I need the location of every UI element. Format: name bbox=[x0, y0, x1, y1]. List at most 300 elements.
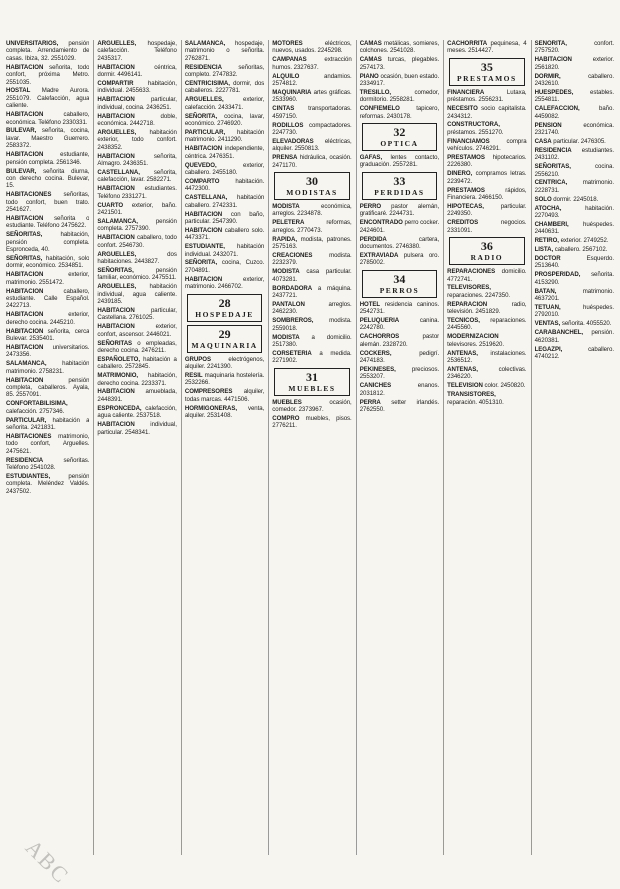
ad-body: a domicilio. 2517380. bbox=[272, 333, 352, 348]
ad-heading: MOTORES bbox=[272, 40, 303, 47]
column-2 bbox=[93, 40, 176, 855]
classified-ad bbox=[447, 203, 526, 218]
ad-heading: COMPARTO bbox=[184, 177, 220, 185]
classified-page bbox=[6, 40, 614, 855]
ad-heading: CENTRICA, bbox=[534, 179, 568, 187]
classified-ad bbox=[535, 73, 614, 88]
ad-body: calefacción. 2757346. bbox=[6, 407, 65, 415]
ad-body: modista, patrones. 2575163. bbox=[272, 235, 352, 251]
ad-heading: HABITACION bbox=[6, 287, 44, 295]
classified-ad bbox=[447, 219, 526, 234]
classified-ad bbox=[272, 89, 351, 104]
classified-ad bbox=[535, 122, 614, 137]
classified-ad bbox=[6, 64, 89, 86]
ad-heading: MODISTA bbox=[272, 268, 300, 276]
ad-body: andamios. 2574812. bbox=[272, 72, 352, 88]
ad-body: pedigrí. 2474183. bbox=[359, 349, 440, 364]
ad-body: socio capitalista. 2434312. bbox=[447, 105, 527, 120]
classified-ad bbox=[535, 196, 614, 203]
ad-heading: ANTENAS, bbox=[447, 366, 478, 373]
section-title: MODISTAS bbox=[286, 188, 338, 197]
ad-heading: HUESPEDES, bbox=[534, 88, 574, 96]
classified-ad bbox=[272, 399, 351, 414]
classified-ad bbox=[360, 317, 439, 332]
ad-body: universitarios. 2473356. bbox=[6, 343, 90, 359]
classified-ad bbox=[6, 360, 89, 375]
ad-body: negocios. 2331091. bbox=[447, 219, 527, 234]
section-number: 34 bbox=[393, 271, 406, 286]
section-title: PRESTAMOS bbox=[457, 73, 517, 83]
ad-body: a máquina. 2437721. bbox=[272, 284, 352, 299]
ad-heading: TELEVISORES, bbox=[447, 284, 491, 292]
ad-body: metálicas, somieres, colchones. 2541028. bbox=[359, 40, 440, 55]
classified-ad bbox=[535, 221, 614, 236]
ad-heading: CALEFACCION, bbox=[534, 105, 580, 113]
classified-ad bbox=[97, 307, 176, 322]
classified-ad bbox=[185, 211, 264, 226]
ad-body: perro cocker. 2424601. bbox=[359, 219, 440, 234]
classified-ad bbox=[97, 169, 176, 184]
ad-body: pensión familiar, económico. 2475511. bbox=[97, 266, 177, 282]
ad-heading: SEÑORITAS bbox=[97, 339, 133, 347]
ad-body: lentes contacto, graduación. 2557281. bbox=[359, 154, 440, 169]
ad-heading: GRUPOS bbox=[184, 355, 211, 363]
ad-body: independiente, céntrica. 2476351. bbox=[184, 145, 265, 160]
classified-ad bbox=[360, 333, 439, 348]
classified-ad bbox=[535, 105, 614, 120]
ad-heading: SEÑORITAS, bbox=[534, 163, 571, 171]
ad-heading: NECESITO bbox=[447, 105, 478, 113]
ad-body: cocina, lavar, económico. 2746920. bbox=[184, 112, 265, 128]
ad-body: céntrica, dormir. 4496141. bbox=[97, 63, 177, 79]
ad-body: confort. 2757520. bbox=[534, 40, 614, 55]
ad-body: hidráulica, ocasión. 2471170. bbox=[272, 154, 352, 169]
ad-heading: RESIL bbox=[184, 371, 203, 379]
classified-ad bbox=[535, 163, 614, 178]
ad-body: señorita, cerca Bulevar. 2535401. bbox=[6, 327, 90, 343]
classified-ad bbox=[185, 405, 264, 420]
ad-heading: SEÑORITAS, bbox=[97, 266, 134, 274]
section-number: 32 bbox=[393, 125, 406, 140]
ad-heading: RAPIDA, bbox=[272, 235, 297, 243]
classified-ad bbox=[535, 320, 614, 327]
ad-body: calefacción, agua caliente. 2537518. bbox=[97, 404, 177, 420]
ad-heading: PROSPERIDAD, bbox=[534, 271, 581, 279]
ad-heading: HABITACION bbox=[184, 226, 223, 234]
section-title: PERROS bbox=[379, 285, 420, 295]
ad-body: alquiler, todas marcas. 4471506. bbox=[184, 388, 265, 403]
classified-ad bbox=[6, 473, 89, 495]
ad-heading: PENSION bbox=[534, 121, 562, 129]
ad-heading: ARGUELLES, bbox=[184, 96, 224, 104]
ad-heading: HORMIGONERAS, bbox=[184, 404, 238, 412]
ad-body: señoritas, todo confort, buen trato. 2541627. bbox=[6, 191, 90, 214]
section-title: PERDIDAS bbox=[374, 187, 425, 197]
ad-heading: RODILLOS bbox=[272, 121, 304, 129]
classified-ad bbox=[535, 304, 614, 319]
ad-body: Esquerdo. 2513640. bbox=[534, 255, 614, 270]
ad-body: color. 2450820. bbox=[484, 382, 526, 390]
ad-body: señorita, Almagro. 2436351. bbox=[97, 152, 177, 168]
ad-heading: HABITACION bbox=[6, 311, 44, 319]
ad-body: habitación a señorita. 2421831. bbox=[6, 416, 90, 431]
column-5 bbox=[356, 40, 439, 855]
ad-body: exterior, derecho cocina. 2445210. bbox=[6, 311, 90, 326]
classified-ad bbox=[185, 80, 264, 95]
section-title: MAQUINARIA bbox=[191, 340, 258, 350]
classified-ad bbox=[447, 154, 526, 169]
classified-ad bbox=[272, 236, 351, 251]
ad-body: hospedaje, calefacción. Teléfono 2435317. bbox=[97, 40, 177, 62]
ad-body: cocina, Cuzco. 2704891. bbox=[184, 259, 265, 274]
classified-ad bbox=[6, 344, 89, 359]
classified-ad bbox=[535, 288, 614, 303]
ad-heading: PEKINESES, bbox=[359, 365, 396, 373]
ad-body: ocasión, buen estado. 2334917. bbox=[359, 72, 440, 88]
ad-heading: TETUAN, bbox=[534, 304, 561, 311]
classified-ad bbox=[6, 111, 89, 126]
ad-heading: PARTICULAR, bbox=[6, 416, 47, 424]
classified-ad bbox=[97, 388, 176, 403]
ad-heading: SEÑORITA, bbox=[184, 112, 218, 120]
ad-body: matrimonio, todo confort, Arguelles. 2475621. bbox=[6, 432, 90, 455]
ad-body: modista. 2559018. bbox=[272, 317, 352, 332]
ad-heading: SOMBREROS, bbox=[272, 317, 314, 325]
classified-ad bbox=[185, 388, 264, 403]
ad-body: señorita. 4055520. bbox=[561, 320, 612, 328]
section-number: 31 bbox=[305, 369, 318, 384]
ad-heading: HOTEL bbox=[359, 300, 381, 308]
ad-heading: FINANCIERA bbox=[447, 88, 485, 96]
ad-heading: GAFAS, bbox=[359, 154, 383, 162]
ad-heading: CENTRICISIMA, bbox=[184, 80, 230, 88]
column-1 bbox=[6, 40, 89, 855]
ad-heading: QUEVEDO, bbox=[184, 161, 217, 169]
classified-ad bbox=[185, 113, 264, 128]
ad-heading: HABITACION bbox=[6, 271, 44, 279]
ad-body: señoritas, completo. 2747832. bbox=[184, 63, 265, 79]
ad-body: exterior. 2561820. bbox=[534, 56, 614, 71]
ad-body: compactadores. 2247730. bbox=[272, 121, 352, 136]
classified-ad bbox=[535, 89, 614, 104]
ad-body: dormir. 2245018. bbox=[553, 195, 599, 203]
classified-ad bbox=[447, 138, 526, 153]
ad-heading: RESIDENCIA bbox=[6, 456, 44, 464]
classified-ad bbox=[360, 203, 439, 218]
ad-body: muebles, pisos. 2776211. bbox=[272, 414, 352, 430]
ad-heading: MUEBLES bbox=[272, 398, 302, 406]
classified-ad bbox=[360, 73, 439, 88]
classified-ad bbox=[447, 350, 526, 365]
ad-body: caballero. 2567102. bbox=[554, 246, 608, 254]
ad-heading: CAMPANAS bbox=[272, 56, 307, 64]
classified-ad bbox=[360, 105, 439, 120]
ad-body: matrimonio. 2228731. bbox=[534, 179, 614, 194]
ad-body: turcas, plegables. 2574173. bbox=[359, 56, 440, 71]
classified-ad bbox=[185, 64, 264, 79]
classified-ad bbox=[6, 255, 89, 270]
ad-heading: BORDADORA bbox=[272, 284, 313, 292]
section-header-box bbox=[449, 58, 524, 86]
ad-heading: COMPRO bbox=[272, 414, 300, 422]
section-header-box bbox=[449, 237, 524, 265]
classified-ad bbox=[447, 268, 526, 283]
classified-ad bbox=[6, 457, 89, 472]
ad-body: modista. 2232379. bbox=[272, 251, 352, 267]
ad-body: pensión completa. Arrendamiento de casas. Ibiza, 32. 2551029. bbox=[6, 40, 90, 62]
ad-body: reformas, arreglos. 2770473. bbox=[272, 219, 352, 234]
ad-heading: ARGUELLES, bbox=[97, 40, 137, 47]
ad-body: residencia caninos. 2542731. bbox=[359, 300, 440, 316]
classified-ad bbox=[185, 356, 264, 371]
classified-ad bbox=[447, 391, 526, 406]
ad-heading: SEÑORITA, bbox=[184, 259, 218, 267]
ad-body: habitación matrimonio. 2411290. bbox=[184, 128, 265, 144]
ad-heading: HABITACIONES bbox=[6, 191, 52, 199]
ad-heading: ENCONTRADO bbox=[359, 219, 403, 227]
section-title: HOSPEDAJE bbox=[195, 309, 254, 319]
column-3 bbox=[181, 40, 264, 855]
ad-body: caballero. 2432610. bbox=[534, 72, 614, 88]
classified-ad bbox=[447, 187, 526, 202]
classified-ad bbox=[360, 40, 439, 55]
ad-heading: PRESTAMOS bbox=[447, 186, 485, 194]
classified-ad bbox=[447, 89, 526, 104]
ad-heading: ARGUELLES, bbox=[97, 283, 137, 291]
classified-ad bbox=[6, 433, 89, 455]
classified-ad bbox=[447, 284, 526, 299]
ad-body: radio, televisión. 2451829. bbox=[447, 300, 527, 316]
classified-ad bbox=[6, 328, 89, 343]
ad-body: pastor alemán, gratificaré. 2244731. bbox=[359, 202, 440, 218]
classified-ad bbox=[185, 178, 264, 193]
classified-ad bbox=[360, 252, 439, 267]
ad-body: amueblada, 2448391. bbox=[97, 388, 177, 403]
ad-heading: RESIDENCIA bbox=[184, 63, 222, 71]
ad-body: comedor, dormitorio. 2558281. bbox=[359, 88, 440, 104]
classified-ad bbox=[535, 246, 614, 253]
classified-ad bbox=[535, 237, 614, 244]
ad-heading: ARGUELLES, bbox=[97, 128, 137, 136]
ad-heading: SEÑORITAS, bbox=[6, 254, 43, 262]
ad-body: Madre Aurora. 2551079. Calefacción, agua caliente. bbox=[6, 87, 90, 110]
ad-heading: CREDITOS bbox=[447, 219, 479, 227]
ad-heading: HABITACION bbox=[97, 63, 135, 71]
classified-ad bbox=[185, 194, 264, 209]
classified-ad bbox=[360, 236, 439, 251]
ad-heading: DORMIR, bbox=[534, 72, 561, 80]
ad-body: televisores. 2519620. bbox=[447, 340, 505, 348]
ad-heading: HABITACION bbox=[97, 388, 135, 396]
ad-heading: CHAMBERI, bbox=[534, 220, 569, 228]
ad-body: habitación, pensión completa. Espronceda, 40. bbox=[6, 231, 90, 254]
classified-ad bbox=[97, 283, 176, 305]
ad-heading: LEGAZPI, bbox=[534, 345, 563, 353]
ad-heading: MAQUINARIA bbox=[272, 88, 312, 96]
section-header-box bbox=[187, 325, 262, 353]
ad-heading: ATOCHA, bbox=[534, 204, 562, 212]
ad-body: habitación exterior, todo confort. 2438352. bbox=[97, 128, 177, 151]
ad-body: rápidos, Financiera. 2466150. bbox=[447, 186, 527, 202]
ad-body: eléctricas, alquiler. 2550813. bbox=[272, 137, 352, 153]
ad-body: domicilio. 4772741. bbox=[447, 268, 527, 283]
ad-body: preciosos. 2553207. bbox=[359, 365, 440, 381]
ad-heading: UNIVERSITARIOS, bbox=[6, 40, 59, 47]
classified-ad bbox=[185, 276, 264, 291]
classified-ad bbox=[185, 96, 264, 111]
ad-heading: CINTAS bbox=[272, 105, 295, 113]
classified-ad bbox=[447, 382, 526, 389]
ad-body: doble, económica. 2442718. bbox=[97, 112, 177, 128]
ad-heading: MODISTA bbox=[272, 333, 300, 341]
ad-heading: ESTUDIANTES, bbox=[6, 472, 51, 480]
classified-ad bbox=[535, 271, 614, 286]
ad-body: caballero, económica. Teléfono 2330331. bbox=[6, 111, 90, 126]
classified-ad bbox=[97, 421, 176, 436]
ad-heading: VENTAS, bbox=[534, 320, 561, 328]
classified-ad bbox=[97, 153, 176, 168]
classified-ad bbox=[447, 366, 526, 381]
ad-body: señorita, cocina, lavar. Maestro Guerrero. 2583372. bbox=[6, 127, 90, 150]
ad-heading: HOSTAL bbox=[6, 87, 31, 95]
ad-body: colectivas. 2346220. bbox=[447, 366, 527, 381]
classified-ad bbox=[360, 154, 439, 169]
section-header-box bbox=[187, 294, 262, 322]
ad-body: cocina. 2556210. bbox=[534, 163, 614, 178]
ad-body: instalaciones. 2536512. bbox=[447, 349, 527, 365]
classified-ad bbox=[6, 151, 89, 166]
column-4 bbox=[268, 40, 351, 855]
section-header-box bbox=[362, 270, 437, 298]
classified-ad bbox=[272, 350, 351, 365]
ad-body: compramos letras. 2239472. bbox=[447, 170, 527, 185]
ad-heading: HABITACION bbox=[6, 111, 44, 119]
ad-heading: HABITACION bbox=[534, 56, 572, 64]
classified-ad bbox=[97, 372, 176, 387]
ad-heading: HABITACIONES bbox=[6, 432, 52, 440]
ad-body: señorita, todo confort, próxima Metro. 2551035. bbox=[6, 63, 90, 86]
ad-body: reparaciones. 2445560. bbox=[447, 317, 527, 332]
classified-ad bbox=[185, 129, 264, 144]
ad-body: pensión completa, caballeros. Ayala, 85. 2557091. bbox=[6, 376, 90, 399]
ad-body: venta, alquiler. 2531408. bbox=[184, 404, 265, 419]
classified-ad bbox=[447, 170, 526, 185]
classified-ad bbox=[272, 203, 351, 218]
ad-heading: HABITACION bbox=[6, 343, 44, 351]
ad-heading: EXTRAVIADA bbox=[359, 251, 399, 259]
section-number: 28 bbox=[218, 295, 231, 310]
ad-body: habitación matrimonio. 2758231. bbox=[6, 360, 90, 375]
ad-body: señoritas. Teléfono 2541028. bbox=[6, 456, 90, 472]
ad-heading: CACHORRITA bbox=[447, 40, 488, 47]
ad-body: dos habitaciones. 2443827. bbox=[97, 250, 177, 265]
classified-ad bbox=[97, 185, 176, 200]
classified-ad bbox=[97, 405, 176, 420]
ad-body: casa particular. 4073281. bbox=[272, 268, 352, 283]
section-number: 36 bbox=[480, 239, 493, 254]
section-header-box bbox=[362, 172, 437, 200]
section-number: 30 bbox=[305, 174, 318, 188]
ad-heading: PERDIDA bbox=[359, 235, 387, 243]
ad-heading: PERRO bbox=[359, 202, 382, 210]
classified-ad bbox=[185, 40, 264, 62]
ad-body: estudiantes. Teléfono 2331271. bbox=[97, 185, 177, 200]
ad-body: económica. 2321740. bbox=[534, 121, 614, 136]
classified-ad bbox=[97, 267, 176, 282]
classified-ad bbox=[447, 40, 526, 55]
ad-heading: HABITACION bbox=[97, 96, 135, 104]
ad-body: pastor alemán. 2328720. bbox=[359, 333, 440, 348]
ad-heading: BULEVAR, bbox=[6, 127, 37, 135]
ad-heading: TRESILLO, bbox=[359, 88, 392, 96]
classified-ad bbox=[535, 205, 614, 220]
classified-ad bbox=[6, 288, 89, 310]
section-header-box bbox=[274, 368, 349, 396]
section-title: OPTICA bbox=[380, 139, 419, 149]
classified-ad bbox=[447, 333, 526, 348]
ad-heading: PIANO bbox=[359, 72, 379, 80]
ad-heading: RESIDENCIA bbox=[534, 146, 572, 154]
ad-heading: HABITACION bbox=[97, 185, 135, 193]
ad-body: particular, individual, cocina. 2436251. bbox=[97, 96, 177, 111]
ad-heading: CANICHES bbox=[359, 382, 392, 390]
ad-heading: CUARTO bbox=[97, 201, 124, 209]
ad-heading: SOLO bbox=[534, 195, 552, 203]
ad-body: cartera, documentos. 2746380. bbox=[359, 235, 440, 250]
ad-heading: PELETERA bbox=[272, 219, 305, 227]
classified-ad bbox=[185, 259, 264, 274]
ad-body: caballero solo. 4473371. bbox=[184, 226, 265, 242]
ad-body: caballero, todo confort. 2546730. bbox=[97, 234, 177, 249]
ad-heading: ALQUILO bbox=[272, 72, 300, 80]
classified-ad bbox=[360, 301, 439, 316]
section-header-box bbox=[274, 172, 349, 200]
classified-ad bbox=[185, 227, 264, 242]
classified-ad bbox=[360, 399, 439, 414]
classified-ad bbox=[6, 168, 89, 190]
ad-body: habitación caballero. 2742331. bbox=[184, 194, 265, 209]
section-number: 35 bbox=[480, 59, 493, 74]
classified-ad bbox=[272, 154, 351, 169]
classified-ad bbox=[272, 285, 351, 300]
classified-ad bbox=[6, 231, 89, 253]
ad-body: setter irlandés. 2762550. bbox=[359, 398, 440, 413]
ad-body: exterior, confort, ascensor. 2446021. bbox=[97, 323, 177, 338]
ad-heading: ELEVADORAS bbox=[272, 137, 314, 145]
ad-body: exterior, calefacción. 2433471. bbox=[184, 96, 265, 111]
classified-ad bbox=[185, 145, 264, 160]
section-number: 29 bbox=[218, 326, 231, 341]
ad-body: arreglos. 2462230. bbox=[272, 300, 352, 316]
classified-ad bbox=[272, 268, 351, 283]
ad-heading: TECNICOS, bbox=[447, 317, 480, 325]
ad-body: exterior, matrimonio. 2466702. bbox=[184, 275, 265, 291]
ad-heading: HABITACION bbox=[97, 234, 135, 242]
classified-ad bbox=[6, 87, 89, 109]
ad-body: pensión completa. 2757390. bbox=[97, 217, 177, 233]
classified-ad bbox=[185, 243, 264, 258]
ad-body: hospedaje, matrimonio o señorita. 2762871. bbox=[184, 40, 265, 62]
ad-body: exterior, baño. 2421501. bbox=[97, 201, 177, 217]
ad-heading: REPARACIONES bbox=[447, 268, 496, 276]
ad-heading: ESPRONCEDA, bbox=[97, 404, 142, 412]
ad-heading: PELUQUERIA bbox=[359, 316, 400, 324]
classified-ad bbox=[447, 317, 526, 332]
classified-ad bbox=[272, 138, 351, 153]
classified-ad bbox=[6, 377, 89, 399]
ad-heading: HABITACION bbox=[97, 306, 135, 314]
classified-ad bbox=[272, 122, 351, 137]
